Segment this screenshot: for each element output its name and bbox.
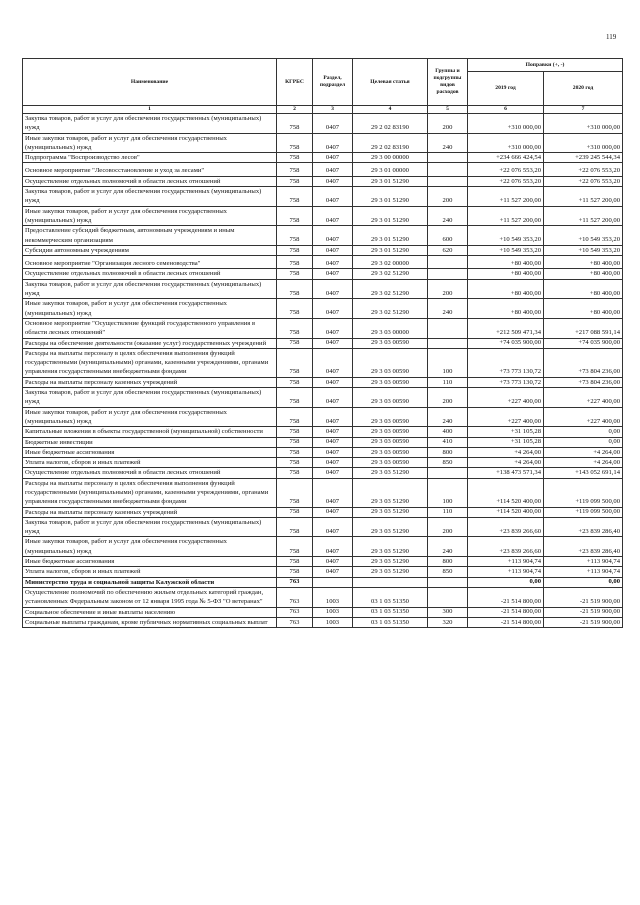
cell-name: Уплата налогов, сборов и иных платежей [23, 567, 277, 577]
cell-section: 1003 [313, 617, 353, 627]
cell-group [428, 577, 468, 587]
cell-name: Расходы на выплаты персоналу казенных учреждений [23, 377, 277, 387]
cell-amount-2020: +22 076 553,20 [544, 163, 623, 176]
column-number: 7 [544, 106, 623, 114]
cell-section: 0407 [313, 299, 353, 319]
table-row [23, 279, 623, 299]
cell-name: Осуществление отдельных полномочий в области лесных отношений [23, 468, 277, 478]
table-row [23, 133, 623, 153]
cell-amount-2019: +310 000,00 [468, 133, 544, 153]
cell-target: 29 3 01 51290 [353, 226, 428, 246]
cell-amount-2019: +310 000,00 [468, 114, 544, 134]
cell-kgrbs: 763 [277, 607, 313, 617]
cell-amount-2020: +23 839 286,40 [544, 517, 623, 537]
table-row [23, 567, 623, 577]
table-row [23, 437, 623, 447]
cell-name: Иные закупки товаров, работ и услуг для обеспечения государственных (муниципальных) нужд [23, 133, 277, 153]
cell-target: 29 3 01 00000 [353, 163, 428, 176]
cell-kgrbs: 758 [277, 226, 313, 246]
cell-kgrbs: 758 [277, 427, 313, 437]
header-name: Наименование [23, 59, 277, 106]
cell-section: 1003 [313, 607, 353, 617]
cell-group: 240 [428, 299, 468, 319]
cell-name: Подпрограмма "Воспроизводство лесов" [23, 153, 277, 163]
table-row [23, 388, 623, 408]
column-number: 3 [313, 106, 353, 114]
cell-amount-2020: +4 264,00 [544, 458, 623, 468]
cell-group: 600 [428, 226, 468, 246]
cell-amount-2020: +227 400,00 [544, 407, 623, 427]
cell-name: Закупка товаров, работ и услуг для обеспечения государственных (муниципальных) нужд [23, 114, 277, 134]
cell-amount-2019: +4 264,00 [468, 447, 544, 457]
table-row [23, 176, 623, 186]
cell-target: 29 3 03 00590 [353, 338, 428, 348]
cell-group: 200 [428, 187, 468, 207]
cell-target: 29 3 03 51290 [353, 567, 428, 577]
cell-section: 0407 [313, 388, 353, 408]
cell-section: 0407 [313, 318, 353, 338]
cell-amount-2019: +74 035 900,00 [468, 338, 544, 348]
cell-target: 29 3 03 00000 [353, 318, 428, 338]
cell-amount-2020: 0,00 [544, 437, 623, 447]
table-row [23, 468, 623, 478]
column-number: 1 [23, 106, 277, 114]
cell-amount-2020: +310 000,00 [544, 114, 623, 134]
cell-name: Социальные выплаты гражданам, кроме публичных нормативных социальных выплат [23, 617, 277, 627]
cell-target: 29 3 00 00000 [353, 153, 428, 163]
cell-name: Иные закупки товаров, работ и услуг для обеспечения государственных (муниципальных) нужд [23, 537, 277, 557]
table-row [23, 245, 623, 255]
cell-name: Расходы на выплаты персоналу в целях обеспечения выполнения функций государственными (муниципальными) органами, казенными учреждениями, органами управления государственными внебюджетными фондами [23, 348, 277, 377]
cell-section: 0407 [313, 537, 353, 557]
cell-kgrbs: 758 [277, 163, 313, 176]
page-number: 119 [606, 33, 617, 41]
table-row [23, 377, 623, 387]
cell-amount-2020: +11 527 200,00 [544, 206, 623, 226]
cell-amount-2019: +114 520 400,00 [468, 507, 544, 517]
cell-section: 0407 [313, 478, 353, 507]
cell-group [428, 587, 468, 607]
cell-name: Расходы на выплаты персоналу казенных учреждений [23, 507, 277, 517]
cell-section: 0407 [313, 206, 353, 226]
cell-target: 29 3 02 51290 [353, 299, 428, 319]
cell-group: 240 [428, 407, 468, 427]
cell-name: Иные закупки товаров, работ и услуг для обеспечения государственных (муниципальных) нужд [23, 299, 277, 319]
cell-section: 0407 [313, 348, 353, 377]
cell-amount-2019: +234 666 424,54 [468, 153, 544, 163]
cell-amount-2020: +239 245 544,34 [544, 153, 623, 163]
cell-kgrbs: 758 [277, 388, 313, 408]
cell-kgrbs: 758 [277, 557, 313, 567]
cell-target: 29 3 03 00590 [353, 447, 428, 457]
cell-kgrbs: 763 [277, 577, 313, 587]
cell-kgrbs: 758 [277, 478, 313, 507]
cell-amount-2019: +113 904,74 [468, 557, 544, 567]
header-amendments: Поправки (+, -) [468, 59, 623, 72]
cell-group: 100 [428, 348, 468, 377]
cell-amount-2019: +73 773 130,72 [468, 348, 544, 377]
cell-kgrbs: 758 [277, 458, 313, 468]
cell-group: 200 [428, 279, 468, 299]
cell-group: 110 [428, 377, 468, 387]
cell-kgrbs: 758 [277, 567, 313, 577]
cell-amount-2020: +11 527 200,00 [544, 187, 623, 207]
cell-section: 0407 [313, 567, 353, 577]
cell-kgrbs: 758 [277, 537, 313, 557]
cell-kgrbs: 758 [277, 187, 313, 207]
cell-kgrbs: 758 [277, 279, 313, 299]
cell-section: 1003 [313, 587, 353, 607]
cell-target: 29 3 01 51290 [353, 176, 428, 186]
cell-section: 0407 [313, 407, 353, 427]
cell-amount-2019: +31 105,28 [468, 437, 544, 447]
cell-section: 0407 [313, 447, 353, 457]
cell-section: 0407 [313, 163, 353, 176]
cell-target: 29 3 03 00590 [353, 458, 428, 468]
cell-section: 0407 [313, 468, 353, 478]
cell-amount-2020: +143 052 691,14 [544, 468, 623, 478]
header-section: Раздел, подраздел [313, 59, 353, 106]
table-row [23, 587, 623, 607]
cell-kgrbs: 758 [277, 206, 313, 226]
cell-name: Расходы на выплаты персоналу в целях обеспечения выполнения функций государственными (муниципальными) органами, казенными учреждениями, органами управления государственными внебюджетными фондами [23, 478, 277, 507]
cell-amount-2020: +119 099 500,00 [544, 478, 623, 507]
cell-group: 200 [428, 388, 468, 408]
cell-name: Иные бюджетные ассигнования [23, 447, 277, 457]
cell-group: 320 [428, 617, 468, 627]
table-row [23, 577, 623, 587]
cell-section: 0407 [313, 187, 353, 207]
table-row [23, 338, 623, 348]
column-number: 2 [277, 106, 313, 114]
cell-amount-2019: +73 773 130,72 [468, 377, 544, 387]
cell-target: 03 1 03 51350 [353, 607, 428, 617]
cell-group: 200 [428, 517, 468, 537]
cell-section: 0407 [313, 458, 353, 468]
cell-amount-2019: +22 076 553,20 [468, 163, 544, 176]
cell-amount-2019: -21 514 800,00 [468, 617, 544, 627]
cell-amount-2019: +138 473 571,34 [468, 468, 544, 478]
cell-amount-2019: +212 509 471,34 [468, 318, 544, 338]
cell-group [428, 318, 468, 338]
cell-section: 0407 [313, 153, 353, 163]
table-row [23, 607, 623, 617]
cell-amount-2020: 0,00 [544, 427, 623, 437]
cell-amount-2019: -21 514 800,00 [468, 607, 544, 617]
cell-target: 29 3 03 51290 [353, 537, 428, 557]
cell-amount-2020: +10 549 353,20 [544, 245, 623, 255]
cell-target: 29 3 03 00590 [353, 427, 428, 437]
cell-group: 110 [428, 507, 468, 517]
cell-group: 100 [428, 478, 468, 507]
cell-kgrbs: 758 [277, 447, 313, 457]
table-row [23, 557, 623, 567]
table-row [23, 114, 623, 134]
cell-kgrbs: 758 [277, 318, 313, 338]
cell-amount-2019: +23 839 266,60 [468, 517, 544, 537]
cell-kgrbs: 758 [277, 245, 313, 255]
cell-target: 29 3 03 51290 [353, 517, 428, 537]
cell-target: 29 3 03 51290 [353, 507, 428, 517]
cell-amount-2019: +10 549 353,20 [468, 245, 544, 255]
cell-amount-2020: +227 400,00 [544, 388, 623, 408]
table-row [23, 153, 623, 163]
cell-section: 0407 [313, 176, 353, 186]
cell-kgrbs: 758 [277, 269, 313, 279]
cell-group [428, 338, 468, 348]
cell-kgrbs: 758 [277, 338, 313, 348]
cell-amount-2019: +23 839 266,60 [468, 537, 544, 557]
table-row [23, 458, 623, 468]
cell-amount-2019: +10 549 353,20 [468, 226, 544, 246]
cell-target: 29 2 02 83190 [353, 114, 428, 134]
cell-section: 0407 [313, 427, 353, 437]
cell-amount-2020: 0,00 [544, 577, 623, 587]
cell-amount-2020: +80 400,00 [544, 279, 623, 299]
cell-amount-2019: +114 520 400,00 [468, 478, 544, 507]
cell-amount-2019: +80 400,00 [468, 299, 544, 319]
cell-name: Министерство труда и социальной защиты Калужской области [23, 577, 277, 587]
cell-group: 850 [428, 458, 468, 468]
cell-amount-2020: +113 904,74 [544, 567, 623, 577]
cell-target: 29 3 03 00590 [353, 348, 428, 377]
cell-target: 29 3 01 51290 [353, 206, 428, 226]
cell-amount-2019: +11 527 200,00 [468, 187, 544, 207]
cell-group [428, 269, 468, 279]
cell-kgrbs: 758 [277, 348, 313, 377]
cell-name: Расходы на обеспечение деятельности (оказание услуг) государственных учреждений [23, 338, 277, 348]
cell-group [428, 468, 468, 478]
cell-name: Бюджетные инвестиции [23, 437, 277, 447]
cell-name: Основное мероприятие "Лесовосстановление и уход за лесами" [23, 163, 277, 176]
cell-section [313, 577, 353, 587]
table-row [23, 348, 623, 377]
cell-name: Осуществление отдельных полномочий в области лесных отношений [23, 176, 277, 186]
cell-kgrbs: 758 [277, 468, 313, 478]
cell-amount-2020: +73 804 236,00 [544, 377, 623, 387]
cell-name: Иные закупки товаров, работ и услуг для обеспечения государственных (муниципальных) нужд [23, 206, 277, 226]
cell-name: Осуществление отдельных полномочий в области лесных отношений [23, 269, 277, 279]
cell-target: 29 3 03 51290 [353, 557, 428, 567]
cell-target [353, 577, 428, 587]
cell-name: Предоставление субсидий бюджетным, автономным учреждениям и иным некоммерческим организациям [23, 226, 277, 246]
cell-target: 29 3 01 51290 [353, 187, 428, 207]
cell-name: Закупка товаров, работ и услуг для обеспечения государственных (муниципальных) нужд [23, 187, 277, 207]
cell-target: 29 2 02 83190 [353, 133, 428, 153]
cell-target: 29 3 02 51290 [353, 269, 428, 279]
cell-target: 29 3 01 51290 [353, 245, 428, 255]
cell-name: Осуществление полномочий по обеспечению жильем отдельных категорий граждан, установленных Федеральным законом от 12 января 1995 года № 5-ФЗ "О ветеранах" [23, 587, 277, 607]
cell-amount-2020: +22 076 553,20 [544, 176, 623, 186]
column-number: 4 [353, 106, 428, 114]
cell-target: 29 3 02 51290 [353, 279, 428, 299]
cell-section: 0407 [313, 245, 353, 255]
cell-kgrbs: 763 [277, 617, 313, 627]
cell-section: 0407 [313, 256, 353, 269]
cell-section: 0407 [313, 269, 353, 279]
cell-kgrbs: 758 [277, 437, 313, 447]
cell-kgrbs: 758 [277, 256, 313, 269]
cell-section: 0407 [313, 517, 353, 537]
cell-name: Социальное обеспечение и иные выплаты населению [23, 607, 277, 617]
header-kgrbs: КГРБС [277, 59, 313, 106]
cell-kgrbs: 758 [277, 299, 313, 319]
cell-group: 800 [428, 557, 468, 567]
cell-amount-2020: +113 904,74 [544, 557, 623, 567]
cell-kgrbs: 758 [277, 377, 313, 387]
cell-name: Иные бюджетные ассигнования [23, 557, 277, 567]
header-target: Целевая статья [353, 59, 428, 106]
cell-name: Капитальные вложения в объекты государственной (муниципальной) собственности [23, 427, 277, 437]
cell-section: 0407 [313, 437, 353, 447]
cell-section: 0407 [313, 114, 353, 134]
cell-kgrbs: 758 [277, 517, 313, 537]
cell-group: 300 [428, 607, 468, 617]
table-row [23, 318, 623, 338]
cell-target: 29 3 03 00590 [353, 437, 428, 447]
cell-amount-2020: +4 264,00 [544, 447, 623, 457]
cell-target: 29 3 03 00590 [353, 388, 428, 408]
cell-amount-2019: +80 400,00 [468, 256, 544, 269]
cell-kgrbs: 758 [277, 507, 313, 517]
cell-kgrbs: 758 [277, 176, 313, 186]
cell-section: 0407 [313, 377, 353, 387]
cell-target: 29 3 03 00590 [353, 377, 428, 387]
cell-kgrbs: 758 [277, 407, 313, 427]
table-row [23, 507, 623, 517]
table-row [23, 256, 623, 269]
cell-section: 0407 [313, 507, 353, 517]
cell-amount-2020: +10 549 353,20 [544, 226, 623, 246]
cell-group: 800 [428, 447, 468, 457]
cell-section: 0407 [313, 557, 353, 567]
table-row [23, 226, 623, 246]
cell-name: Иные закупки товаров, работ и услуг для обеспечения государственных (муниципальных) нужд [23, 407, 277, 427]
cell-section: 0407 [313, 226, 353, 246]
cell-amount-2020: +73 804 236,00 [544, 348, 623, 377]
cell-group [428, 256, 468, 269]
cell-target: 03 1 03 51350 [353, 617, 428, 627]
table-row [23, 517, 623, 537]
cell-group: 410 [428, 437, 468, 447]
cell-name: Закупка товаров, работ и услуг для обеспечения государственных (муниципальных) нужд [23, 517, 277, 537]
cell-amount-2019: +227 400,00 [468, 407, 544, 427]
cell-target: 29 3 03 00590 [353, 407, 428, 427]
column-number: 6 [468, 106, 544, 114]
budget-amendments-table [22, 58, 623, 628]
table-row [23, 269, 623, 279]
header-year-2019: 2019 год [468, 72, 544, 106]
cell-amount-2020: -21 519 900,00 [544, 607, 623, 617]
table-row [23, 299, 623, 319]
table-row [23, 427, 623, 437]
cell-target: 03 1 03 51350 [353, 587, 428, 607]
table-body [23, 114, 623, 628]
cell-amount-2020: +74 035 900,00 [544, 338, 623, 348]
cell-amount-2019: +80 400,00 [468, 269, 544, 279]
cell-group [428, 176, 468, 186]
table-row [23, 447, 623, 457]
cell-amount-2020: -21 519 900,00 [544, 617, 623, 627]
table-row [23, 407, 623, 427]
cell-group [428, 163, 468, 176]
cell-name: Основное мероприятие "Осуществление функций государственного управления в области лесных отношений" [23, 318, 277, 338]
cell-kgrbs: 758 [277, 114, 313, 134]
cell-kgrbs: 758 [277, 133, 313, 153]
cell-amount-2020: +80 400,00 [544, 299, 623, 319]
cell-group: 240 [428, 537, 468, 557]
cell-name: Уплата налогов, сборов и иных платежей [23, 458, 277, 468]
cell-amount-2019: +113 904,74 [468, 567, 544, 577]
cell-amount-2020: +80 400,00 [544, 269, 623, 279]
table-header [23, 59, 623, 114]
cell-target: 29 3 03 51290 [353, 468, 428, 478]
cell-amount-2020: +119 099 500,00 [544, 507, 623, 517]
cell-section: 0407 [313, 279, 353, 299]
cell-name: Закупка товаров, работ и услуг для обеспечения государственных (муниципальных) нужд [23, 388, 277, 408]
table-row [23, 187, 623, 207]
table-row [23, 206, 623, 226]
table-row [23, 617, 623, 627]
header-year-2020: 2020 год [544, 72, 623, 106]
cell-group [428, 153, 468, 163]
cell-amount-2020: +310 000,00 [544, 133, 623, 153]
cell-section: 0407 [313, 338, 353, 348]
cell-amount-2019: +80 400,00 [468, 279, 544, 299]
table-row [23, 537, 623, 557]
cell-amount-2020: -21 519 900,00 [544, 587, 623, 607]
cell-name: Закупка товаров, работ и услуг для обеспечения государственных (муниципальных) нужд [23, 279, 277, 299]
cell-amount-2020: +23 839 286,40 [544, 537, 623, 557]
header-group: Группы и подгруппы видов расходов [428, 59, 468, 106]
cell-kgrbs: 763 [277, 587, 313, 607]
cell-name: Субсидии автономным учреждениям [23, 245, 277, 255]
cell-amount-2020: +80 400,00 [544, 256, 623, 269]
cell-kgrbs: 758 [277, 153, 313, 163]
cell-amount-2019: -21 514 800,00 [468, 587, 544, 607]
cell-group: 400 [428, 427, 468, 437]
cell-amount-2019: +31 105,28 [468, 427, 544, 437]
cell-group: 620 [428, 245, 468, 255]
cell-group: 240 [428, 206, 468, 226]
cell-amount-2020: +217 088 591,14 [544, 318, 623, 338]
cell-group: 200 [428, 114, 468, 134]
cell-amount-2019: +4 264,00 [468, 458, 544, 468]
cell-group: 850 [428, 567, 468, 577]
cell-amount-2019: 0,00 [468, 577, 544, 587]
cell-name: Основное мероприятие "Организация лесного семеноводства" [23, 256, 277, 269]
cell-target: 29 3 02 00000 [353, 256, 428, 269]
cell-group: 240 [428, 133, 468, 153]
cell-amount-2019: +11 527 200,00 [468, 206, 544, 226]
table-row [23, 163, 623, 176]
cell-target: 29 3 03 51290 [353, 478, 428, 507]
cell-amount-2019: +22 076 553,20 [468, 176, 544, 186]
table-row [23, 478, 623, 507]
cell-amount-2019: +227 400,00 [468, 388, 544, 408]
cell-section: 0407 [313, 133, 353, 153]
column-number: 5 [428, 106, 468, 114]
